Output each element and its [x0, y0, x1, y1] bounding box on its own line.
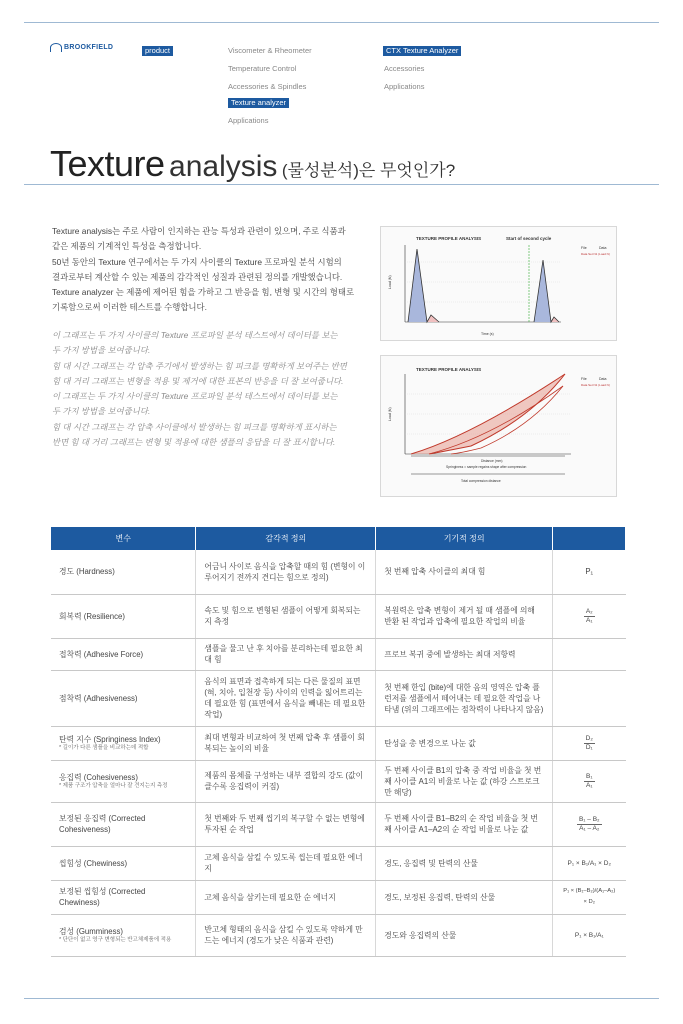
table-row: 씹힘성 (Chewiness) 고체 음식을 삼킬 수 있도록 씹는데 필요한 에너지 경도, 응집력 및 탄력의 산물 P₁ × B₁/A₁ × D₂	[51, 846, 626, 880]
chart1-title: TEXTURE PROFILE ANALYSIS	[416, 236, 482, 241]
formula-fraction: $\frac{\text{D₂}}{\text{D₁}}$	[585, 734, 593, 751]
chart2-total: Total compression distance	[461, 479, 501, 483]
table-row: 접착력 (Adhesive Force) 샘플을 물고 난 후 치아를 분리하는데 필요한 최대 힘 프로브 복귀 중에 발생하는 최대 저항력	[51, 638, 626, 670]
formula-fraction: $\frac{\text{B₁ – B₂}}{\text{A₁ – A₂}}$	[578, 815, 600, 832]
brand-logo[interactable]: BROOKFIELD	[50, 43, 113, 52]
nav-ctx[interactable]: CTX Texture Analyzer	[383, 46, 461, 56]
chart1-xlabel: Time (s)	[481, 332, 494, 336]
header-formula	[553, 527, 626, 550]
table-row: 보정된 씹힘성 (Corrected Chewiness) 고체 음식을 삼키는데 필요한 순 에너지 경도, 보정된 응집력, 탄력의 산물 P₁ × (B₁–B₂)/(A₁–A₂) × D₂	[51, 880, 626, 914]
table-row: 검성 (Gumminess) * 단단이 없고 영구 변형되는 반고체제품에 적용 반고체 형태의 음식을 삼킬 수 있도록 약하게 만드는 에너지 (경도가 낮은 식품과 관련) 경도와 응집력의 산물 P₁ × B₁/A₁	[51, 914, 626, 956]
tpa-time-chart	[380, 226, 617, 341]
graph-notes: 이 그래프는 두 가지 사이클의 Texture 프로파일 분석 테스트에서 데이터를 보는 두 가지 방법을 보여줍니다. 힘 대 시간 그래프는 각 압축 주기에서 발생하는 힘 피크를 명확하게 보여주는 반면 힘 대 거리 그래프는 변형을 적용 및 제거에 대한 표본의 반응을 더 잘 보여줍니다. 이 그래프는 두 가지 사이클의 Texture 프로파일 분석 테스트에서 데이터를 보는 두 가지 방법을 보여줍니다. 힘 대 시간 그래프는 각 압축 사이클에서 발생하는 힘 피크를 명확하게 표시하는 반면 힘 대 거리 그래프는 변형 및 적용에 대한 샘플의 응답을 더 잘 표시합니다.	[52, 330, 347, 448]
logo-icon	[50, 43, 62, 52]
table-row: 경도 (Hardness) 어금니 사이로 음식을 압축할 때의 힘 (변형이 이루어지기 전까지 견디는 힘으로 정의) 첫 번째 압축 사이클의 최대 힘 P₁	[51, 550, 626, 594]
section-tag: product	[142, 46, 173, 56]
chart2-xlabel: Distance (mm)	[481, 459, 503, 463]
chart2-legend-file: File	[581, 377, 587, 381]
chart1-legend-file: File	[581, 246, 587, 250]
header-variable: 변수	[51, 527, 196, 550]
chart1-legend-sub: Data Set N1 (Load N)	[581, 252, 610, 256]
formula-fraction: $\frac{\text{B₁}}{\text{A₁}}$	[586, 772, 593, 789]
table-row: 응집력 (Cohesiveness) * 제품 구조가 압축을 얼마나 잘 견지는지 측정 제품의 몸체를 구성하는 내부 결합의 강도 (값이 클수록 응집력이 커짐) 두 번째 사이클 B1의 압축 중 작업 비율을 첫 번째 사이클 A1의 비율로 나눈 값 (하강 스트로크만 해당) $\frac{\text{B₁}}{\text{A₁}}$	[51, 760, 626, 802]
chart2-ylabel: Load (N)	[388, 407, 392, 421]
header-instrumental: 기기적 정의	[376, 527, 553, 550]
nav-accessories[interactable]: Accessories	[384, 64, 425, 73]
bottom-rule	[24, 998, 659, 999]
header-sensory: 감각적 정의	[196, 527, 376, 550]
title-rule	[24, 184, 659, 185]
chart2-legend-data: Data	[599, 377, 607, 381]
nav-applications-2[interactable]: Applications	[384, 82, 425, 91]
chart1-ylabel: Load (N)	[388, 275, 392, 289]
tpa-distance-chart	[380, 355, 617, 497]
texture-definition-table	[51, 527, 626, 957]
chart2-legend-sub: Data Set N1 (Load N)	[581, 383, 610, 387]
table-row: 점착력 (Adhesiveness) 음식의 표면과 접촉하게 되는 다른 물질의 표면 (혀, 치아, 입천장 등) 사이의 인력을 잃어트리는데 필요한 힘 (표면에서 음식을 빼내는 데 필요한 작업) 첫 번째 한입 (bite)에 대한 음의 영역은 압축 플런저를 샘플에서 떼어내는 데 필요한 작업을 나타냄 (위의 그래프에는 점착력이 나타나지 않음)	[51, 670, 626, 726]
chart1-annotation: Start of second cycle	[506, 236, 552, 241]
nav-viscometer[interactable]: Viscometer & Rheometer	[228, 46, 312, 55]
chart2-note: Springiness = sample regains shape after compression	[446, 465, 527, 469]
intro-text: Texture analysis는 주로 사람이 인지하는 관능 특성과 관련이 있으며, 주로 식품과 같은 제품의 기계적인 특성을 측정합니다. 50년 동안의 Texture 연구에서는 두 가지 사이클의 Texture 프로파일 분석 시험의 결과로부터 계산할 수 있는 제품의 감각적인 성질과 관련된 정의를 개발했습니다. Texture analyzer 는 제품에 제어된 힘을 가하고 그 반응을 힘, 변형 및 시간의 형태로 기록함으로써 이러한 테스트를 수행합니다.	[52, 226, 355, 313]
page-title: Texture analysis (물성분석)은 무엇인가?	[50, 143, 456, 184]
table-row: 탄력 지수 (Springiness Index) * 길이가 다른 샘플을 비교하는데 적합 최대 변형과 비교하여 첫 번째 압축 후 샘플이 회복되는 높이의 비율 탄성을 총 변경으로 나눈 값 $\frac{\text{D₂}}{\text{D₁}}$	[51, 726, 626, 760]
nav-texture-analyzer[interactable]: Texture analyzer	[228, 98, 289, 108]
nav-applications[interactable]: Applications	[228, 116, 269, 125]
nav-accessories-spindles[interactable]: Accessories & Spindles	[228, 82, 307, 91]
table-row: 보정된 응집력 (Corrected Cohesiveness) 첫 번째와 두 번째 씹기의 복구할 수 없는 변형에 투자된 순 작업 두 번째 사이클 B1–B2의 순 작업 비율을 첫 번째 사이클 A1–A2의 순 작업 비율로 나눈 값 $\frac{\text{B₁ – B₂}}{\text{A₁ – A₂}}$	[51, 802, 626, 846]
top-rule	[24, 22, 659, 23]
nav-temperature[interactable]: Temperature Control	[228, 64, 297, 73]
formula-fraction: $\frac{\text{A₂}}{\text{A₁}}$	[585, 607, 593, 624]
chart2-title: TEXTURE PROFILE ANALYSIS	[416, 367, 482, 372]
table-row: 회복력 (Resilience) 속도 및 힘으로 변형된 샘플이 어떻게 회복되는지 측정 복원력은 압축 변형이 제거 될 때 샘플에 의해 반환 된 작업과 압축에 필요한 작업의 비율 $\frac{\text{A₂}}{\text{A₁}}$	[51, 594, 626, 638]
chart1-legend-data: Data	[599, 246, 607, 250]
